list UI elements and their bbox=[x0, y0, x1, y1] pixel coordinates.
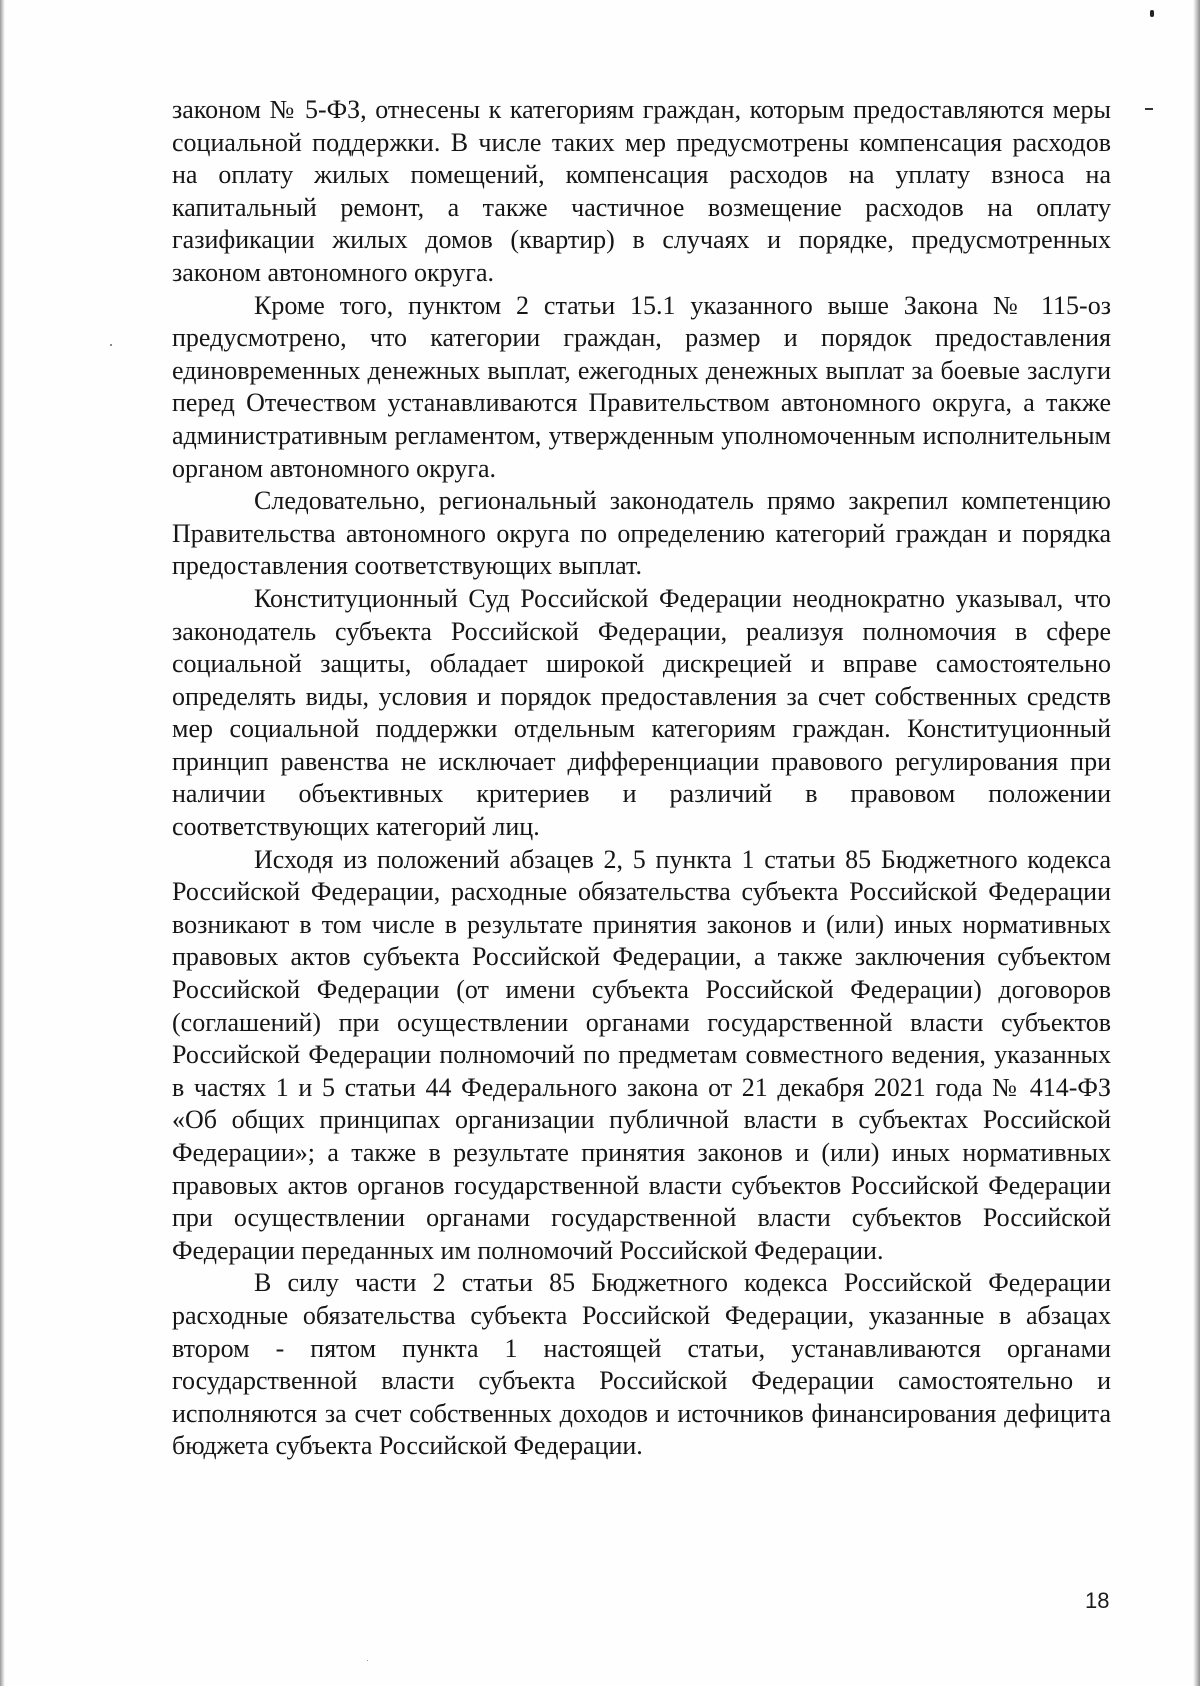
paragraph-continuation: законом № 5-ФЗ, отнесены к категориям граждан, которым предоставляются меры социальной поддержки. В числе таких мер предусмотрены компенсация расходов на оплату жилых помещений, компенсация расходов на уплату взноса на капитальный ремонт, а также частичное возмещение расходов на оплату газификации жилых домов (квартир) в случаях и порядке, предусмотренных законом автономного округа. bbox=[172, 95, 1111, 287]
paragraph: В силу части 2 статьи 85 Бюджетного кодекса Российской Федерации расходные обязательства субъекта Российской Федерации, указанные в абзацах втором - пятом пункта 1 настоящей статьи, устанавливаются органами государственной власти субъекта Российской Федерации самостоятельно и исполняются за счет собственных доходов и источников финансирования дефицита бюджета субъекта Российской Федерации. bbox=[172, 1268, 1111, 1461]
paragraph: Следовательно, региональный законодатель прямо закрепил компетенцию Правительства автономного округа по определению категорий граждан и порядка предоставления соответствующих выплат. bbox=[172, 486, 1111, 581]
scan-speck-bottom bbox=[367, 1660, 368, 1661]
page-number: 18 bbox=[1085, 1588, 1110, 1613]
scan-edge-left bbox=[0, 0, 5, 1686]
document-body bbox=[172, 94, 1111, 1463]
scan-mark-dash bbox=[1145, 108, 1153, 110]
scan-edge-right bbox=[1193, 0, 1200, 1686]
paragraph: Кроме того, пунктом 2 статьи 15.1 указанного выше Закона № 115-оз предусмотрено, что категории граждан, размер и порядок предоставления единовременных денежных выплат, ежегодных денежных выплат за боевые заслуги перед Отечеством устанавливаются Правительством автономного округа, а также административным регламентом, утвержденным уполномоченным исполнительным органом автономного округа. bbox=[172, 290, 1111, 483]
scan-speck bbox=[110, 344, 112, 346]
scan-mark-dot bbox=[1150, 10, 1154, 17]
paragraph: Конституционный Суд Российской Федерации неоднократно указывал, что законодатель субъекта Российской Федерации, реализуя полномочия в сфере социальной защиты, обладает широкой дискрецией и вправе самостоятельно определять виды, условия и порядок предоставления за счет собственных средств мер социальной поддержки отдельным категориям граждан. Конституционный принцип равенства не исключает дифференциации правового регулирования при наличии объективных критериев и различий в правовом положении соответствующих категорий лиц. bbox=[172, 583, 1111, 842]
paragraph: Исходя из положений абзацев 2, 5 пункта 1 статьи 85 Бюджетного кодекса Российской Федерации, расходные обязательства субъекта Российской Федерации возникают в том числе в результате принятия законов и (или) иных нормативных правовых актов субъекта Российской Федерации, а также заключения субъектом Российской Федерации (от имени субъекта Российской Федерации) договоров (соглашений) при осуществлении органами государственной власти субъектов Российской Федерации полномочий по предметам совместного ведения, указанных в частях 1 и 5 статьи 44 Федерального закона от 21 декабря 2021 года № 414-ФЗ «Об общих принципах организации публичной власти в субъектах Российской Федерации»; а также в результате принятия законов и (или) иных нормативных правовых актов органов государственной власти субъектов Российской Федерации при осуществлении органами государственной власти субъектов Российской Федерации переданных им полномочий Российской Федерации. bbox=[172, 844, 1111, 1265]
